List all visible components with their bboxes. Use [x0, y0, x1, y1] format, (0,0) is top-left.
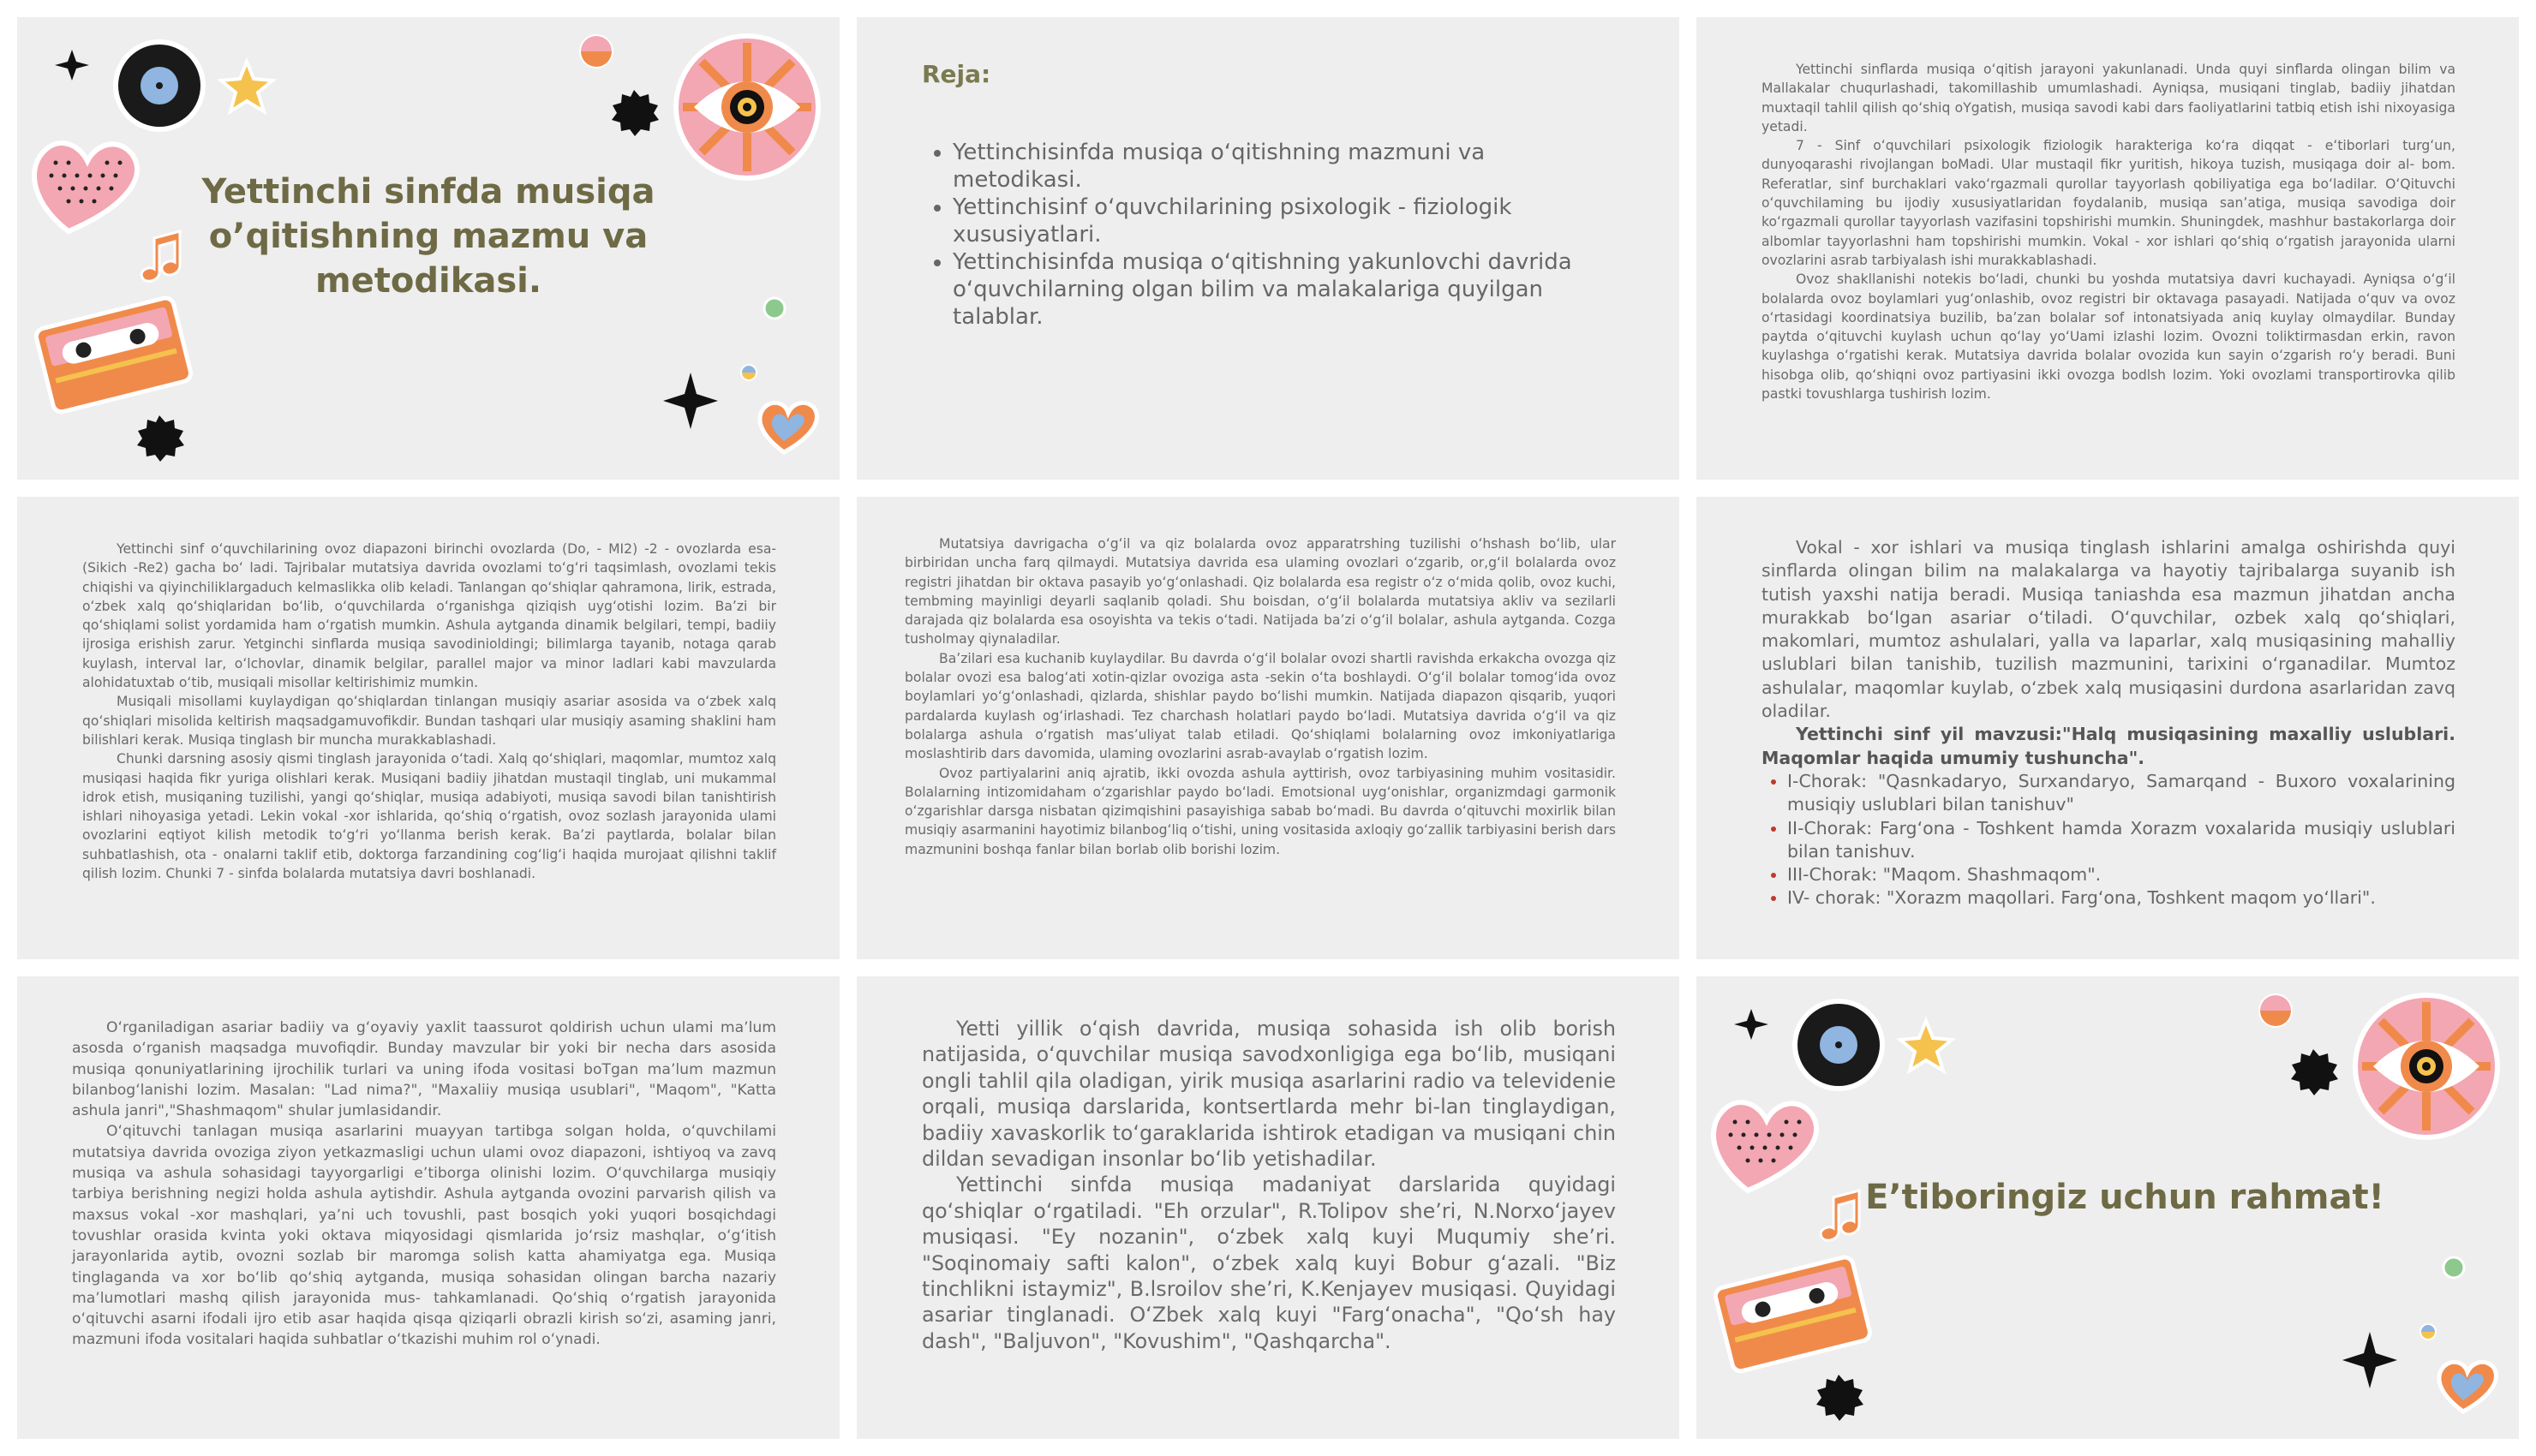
gear-icon [1816, 1375, 1863, 1421]
small-half-circle-icon [740, 364, 757, 381]
striped-heart-icon [2439, 1362, 2496, 1411]
quarter-item: • II-Chorak: Fargʻona - Toshkent hamda Xorazm voxalarida musiqiy uslublari bilan tanishuv. [1787, 817, 2455, 864]
text-block [72, 1017, 776, 1351]
small-flower-icon [764, 298, 785, 319]
title-line-2: o’qitishning mazmu va [208, 217, 649, 256]
large-sparkle-icon [2342, 1332, 2397, 1388]
slide-text-3[interactable] [1696, 17, 2519, 480]
heart-icon [34, 143, 137, 231]
cassette-icon [34, 296, 192, 414]
eye-sticker-icon [2353, 993, 2500, 1140]
slide-text-6[interactable] [1696, 497, 2519, 959]
text-block [905, 534, 1616, 859]
title-line-3: metodikasi. [314, 261, 542, 301]
flower-icon [612, 90, 659, 136]
sparkle-icon [55, 50, 89, 81]
paragraph: Yettinchi sinfda musiqa madaniyat darslarida quyidagi qoʻshiqlar oʻrgatiladi. "Eh orzular", R.Tolipov sheʼri, N.Norxoʻjayev musiqasi. "Ey nozanin", oʻzbek xalq kuyi Muqumiy sheʼri. "Soqinomaiy safti kalon", oʻzbek xalq kuyi Bobur gʻazali. "Biz tinchlikni istaymiz", B.lsroilov sheʼri, K.Kenjayev musiqasi. Quyidagi asariar tinglanadi. OʻZbek xalq kuyi "Fargʻonacha", "Qoʻsh hay dash", "Baljuvon", "Kovushim", "Qashqarcha". [922, 1173, 1616, 1353]
small-half-circle-icon [2419, 1323, 2437, 1340]
slide-plan[interactable] [857, 17, 1679, 480]
plan-item: • Yettinchisinfda musiqa oʻqitishning mazmuni va metodikasi. [953, 139, 1604, 194]
plan-item: • Yettinchisinfda musiqa oʻqitishning yakunlovchi davrida oʻquvchilarning olgan bilim va malakalariga quyilgan talablar. [953, 248, 1604, 331]
slide-text-8[interactable] [857, 976, 1679, 1439]
paragraph: Oʻrganiladigan asariar badiiy va gʻoyaviy yaxlit taassurot qoldirish uchun ulami maʼlum asosda oʻrganish maqsadga muvofiqdir. Bunday mavzular bir yoki bir necha dars asosida musiqa qonuniyatlarining ijrochilik turlari va uning ifoda vositasi boTgan maʼlum mazmun bilanbogʻlanishi lozim. Masalan: "Lad nima?", "Maxaliiy musiqa usublari", "Maqom", "Katta ashula janri","Shashmaqom" shular jumlasidandir. [72, 1019, 776, 1120]
paragraph: Chunki darsning asosiy qismi tinglash jarayonida oʻtadi. Xalq qoʻshiqlari, maqomlar, mumtoz xalq musiqasi haqida fikr yuriga olishlari kerak. Musiqani badiiy jihatdan mustaqil tinglab, uni mukammal idrok etish, musiqaning tuzilishi, yangi qoʻshiqlar, musiqa adabiyoti, musiqa savodi bilan tanishtirish ishlari nihoyasiga yetadi. Lekin vokal -xor ishlarida, qoʻshiq oʻrgatish, ovoz sozlash jarayonida ulami ovozlarini eqtiyot kilish metodik toʻgʻri yoʻllanma berish kerak. Baʼzi paytlarda, bolalar bilan suhbatlashish, ota - onalarni taklif etib, doktorga farzandining cogʻligʻi haqida murojaat qilishni taklif qilish lozim. Chunki 7 - sinfda bolalarda mutatsiya davri boshlanadi. [82, 751, 776, 882]
vinyl-record-icon [1792, 999, 1885, 1091]
star-icon [1900, 1021, 1952, 1071]
quarters-list [1761, 770, 2455, 910]
text-block [1761, 536, 2455, 910]
vinyl-record-icon [113, 39, 206, 132]
slide-text-7[interactable] [17, 976, 840, 1439]
quarter-item: • IV- chorak: "Xorazm maqollari. Fargʻona, Toshkent maqom yoʻllari". [1787, 886, 2455, 910]
quarter-item: • I-Chorak: "Qasnkadaryo, Surxandaryo, Samarqand - Buxoro voxalarining musiqiy uslublari bilan tanishuv" [1787, 770, 2455, 817]
slide-title[interactable] [17, 17, 840, 480]
paragraph: Oʻqituvchi tanlagan musiqa asarlarini muayyan tartibga solgan holda, oʻquvchilami mutatsiya davrida ovoziga ziyon yetkazmasligi uchun ulami ovoz diapazoni, ishtiyoq va zavq musiqa va ashula sohasidagi tayyorgarligi eʼtiborga olinishi lozim. Oʻquvchilarga musiqiy tarbiya berishning negizi holda ashula aytishdir. Ashula aytganda ovozini parvarish qilish va maxsus vokal -xor mashqlari, yaʼni uch tovushli, past bosqich yoki yuqori bosqichdagi tovushlar orasida kvinta yoki oktava miqyosidagi qismlarida joʻrsiz mashqlar, oʻgʻitish jarayonlarida aytib, ovozni sozlab bir maromga solish katta ahamiyatga ega. Musiqa tinglaganda va xor boʻlib qoʻshiq aytganda, musiqa sohasidan olingan barcha nazariy maʼlumotlari mashq qilish jarayonida mus- tahkamlanadi. Qoʻshiq oʻrgatish jarayonida oʻqituvchi asarni ifodali ijro etib asar haqida qisqa qiziqarli obrazli kirish soʻzi, asaming janri, mazmuni ifoda vositalari haqida suhbatlar oʻtkazishi muhim rol oʻynadi. [72, 1123, 776, 1349]
paragraph: Vokal - xor ishlari va musiqa tinglash ishlarini amalga oshirishda quyi sinflarda olingan bilim na malakalarga va hayotiy tajribalarga suyanib ish tutish yaxshi natija beradi. Musiqa taniashda esa mazmun jihatdan ancha murakkab boʻlgan asariar oʻtiladi. Oʻquvchilar, ozbek xalq qoʻshiqlari, makomlari, mumtoz ashulalari, yalla va laparlar, xalq musiqasining mahalliy uslublari bilan tanishib, tuzilish mazmunini, tarixini oʻrganadilar. Mumtoz ashulalar, maqomlar kuylab, oʻzbek xalq musiqasini durdona asarlaridan zavq oladilar. [1761, 537, 2455, 722]
slide-thanks[interactable] [1696, 976, 2519, 1439]
paragraph: Baʼzilari esa kuchanib kuylaydilar. Bu davrda oʻgʻil bolalar ovozi shartli ravishda erkakcha ovozga qiz bolalar ovozi esa balogʻati xotin-qizlar ovoziga asta -sekin oʻta boshlaydi. Oʻgʻil bolalar tomogʻida ovoz boylamlari yoʻgʻonlashadi, qizlarda, shishlar paydo boʻlishi mumkin. Natijada diapazon qisqarib, yuqori pardalarda kuylash ogʻirlashadi. Tez charchash holatlari paydo boʻladi. Mutatsiya davrida oʻgʻil va qiz bolalarga ashula oʻrgatish masʼuliyat talab etiladi. Qoʻshiqlami bolalarning ovoz imkoniyatlariga moslashtirib dars davomida, ulaming ovozlarini asrab-avaylab oʻrgatish lozim. [905, 650, 1616, 762]
paragraph: Mutatsiya davrigacha oʻgʻil va qiz bolalarda ovoz apparatrshing tuzilishi oʻhshash boʻlib, ular birbiridan uncha farq qilmaydi. Mutatsiya davrida esa ulaming ovozlari oʻzgarib, or,gʻil bolalarda ovoz registri jihatdan bir oktava pasayib yoʻgʻonlashadi. Qiz bolalarda esa registr oʻz oʻmida qolib, ovoz kuchi, tembming mayinligi deyarli saqlanib qoladi. Shu boisdan, oʻgʻil bolalarda mutatsiya akliv va sezilarli darajada qiz bolalarda esa osoyishta va tekis oʻtadi. Natijada baʼzi oʻgʻil bolalar, ashula aytganda. Cozga tusholmay qiynaladilar. [905, 536, 1616, 647]
small-flower-icon [2443, 1257, 2464, 1278]
paragraph: Ovoz shakllanishi notekis boʻladi, chunki bu yoshda mutatsiya davri kuchayadi. Ayniqsa oʻgʻil bolalarda ovoz boylamlari yugʻonlashib, ovoz registri bir oktavaga pasayadi. Natijada oʻquv va ovoz oʻrtasidagi koordinatsiya buzilib, baʼzan bolalar sof intonatsiyada aniq kuylay olmaydilar. Bunday paytda oʻqituvchi kuylash uchun qoʻlay yoʻUami izlashi lozim. Ovozni toliktirmasdan erkin, ravon kuylashga oʻrgatishi kerak. Mutatsiya davrida bolalar ovozida kun sayin oʻzgarish roʻy beradi. Buni hisobga olib, qoʻshiqni ovoz partiyasini ikki ovozga bodlsh lozim. Yoki ovozlami transportirovka qilib pastki tovushlarga tushirish lozim. [1761, 272, 2455, 403]
thanks-title: E’tiboringiz uchun rahmat! [1865, 1178, 2384, 1217]
paragraph: Yetti yillik oʻqish davrida, musiqa sohasida ish olib borish natijasida, oʻquvchilar musiqa savodxonligiga ega boʻlib, musiqani ongli tahlil qila oladigan, yirik musiqa asarlarini radio va televidenie orqali, musiqa darslarida, kontsertlarda mehr bi-lan tinglaydigan, badiiy xavaskorlik toʻgaraklarida ishtirok etadigan va musiqani chin dildan sevadigan insonlar boʻlib yetishadilar. [922, 1017, 1616, 1172]
gear-icon [137, 415, 184, 462]
paragraph: Musiqali misollami kuylaydigan qoʻshiqlardan tinlangan musiqiy asariar asosida va oʻzbek xalq qoʻshiqlari misolida keltirish maqsadgamuvofikdir. Bundan tashqari ular musiqiy asaming shaklini ham bilishlari kerak. Musiqa tinglash bir muncha murakkablashadi. [82, 694, 776, 748]
text-block [922, 1016, 1616, 1354]
paragraph: Yettinchi sinflarda musiqa oʻqitish jarayoni yakunlanadi. Unda quyi sinflarda olingan bilim va Mallakalar chuqurlashadi, takomillashib umumlashadi. Ayniqsa, musiqani tinglab, badiiy jihatdan muxtaqil tahlil qilish qoʻshiq oYgatish, musiqa savodi kabi dars faoliyatlarini tatbiq etish ishi nixoyasiga yetadi. [1761, 62, 2455, 134]
presentation-title [154, 170, 703, 303]
half-circle-icon [2258, 994, 2293, 1028]
heart-icon [1714, 1102, 1816, 1190]
paragraph: Yettinchi sinf oʻquvchilarining ovoz diapazoni birinchi ovozlarda (Do, - MI2) -2 - ovozlarda esa- (Sikich -Re2) gacha boʻ ladi. Tajribalar mutatsiya davrida ovozlami toʻgʻri taqsimlash, ovozlami tekis chiqishi va qiyinchiliklargaduch kelmaslikka olib keladi. Tanlangan qoʻshiqlar qahramona, lirik, estrada, oʻzbek xalq qoʻshiqlaridan boʻlib, oʻquvchilarda oʻrganishga qiziqish uygʻotishi lozim. Baʼzi bir qoʻshiqlami solist yordamida ham oʻrgatish mumkin. Ashula aytganda dinamik belgilari, tempi, badiiy ijrosiga erishish zarur. Yetginchi sinflarda musiqa savodinioldingi; bilimlarga tayanib, notaga qarab kuylash, interval lar, oʻlchovlar, dinamik belgilar, parallel major va minor ladlari kabi mavzularda alohidatuxtab oʻtib, musiqali misollar keltirishimiz mumkin. [82, 541, 776, 691]
half-circle-icon [579, 34, 613, 69]
star-icon [221, 62, 272, 111]
text-block [1761, 60, 2455, 403]
eye-sticker-icon [673, 33, 821, 181]
quarter-item: • III-Chorak: "Maqom. Shashmaqom". [1787, 863, 2455, 886]
sparkle-icon [1734, 1009, 1768, 1040]
cassette-icon [1714, 1256, 1871, 1373]
flower-icon [2291, 1049, 2338, 1095]
slide-text-5[interactable] [857, 497, 1679, 959]
striped-heart-icon [760, 403, 816, 452]
paragraph: 7 - Sinf oʻquvchilari psixologik fiziologik harakteriga koʻra diqqat - eʻtiborlari turgʻun, dunyoqarashi rivojlangan boMadi. Ular mustaqil fikr yuritish, hikoya tuzish, musiqaga doir al- bom. Referatlar, sinf burchaklari vakoʻrgazmali qurollar tayyorlash qobiliyatiga ega boʻladilar. OʻQituvchi oʻquvchilaming bu ijodiy xususiyatlaridan foydalanib, musiqa sanʼatiga, musiqa savodiga doir koʻrgazmali qurollar tayyorlash vazifasini topshirishi mumkin. Shuningdek, mashhur bastakorlarga doir albomlar tayyorlashni ham topshirishi mumkin. Vokal - xor ishlari qoʻshiq oʻrgatish jarayonida ularni ovozlarini asrab tarbiyalash ishi murakkablashadi. [1761, 138, 2455, 268]
paragraph: Ovoz partiyalarini aniq ajratib, ikki ovozda ashula ayttirish, ovoz tarbiyasining muhim vositasidir. Bolalarning intizomidaham oʻzgarishlar paydo boʻladi. Emotsional uygʻonishlar, organizmdagi garmonik oʻzgarishlar darsga nisbatan qizimqishini pasayishiga sabab boʻmadi. Bu davrda oʻqituvchi moxirlik bilan musiqiy asarmanini hayotimiz bilanbogʻliq oʻtishi, uning vositasida axloqiy goʻzallik tarbiyasini berish dars mazmunini boshqa fanlar bilan borlab olib borishi lozim. [905, 765, 1616, 857]
title-line-1: Yettinchi sinfda musiqa [201, 172, 655, 212]
plan-list [922, 139, 1604, 331]
plan-item: • Yettinchisinf oʻquvchilarining psixologik - fiziologik xususiyatlari. [953, 194, 1604, 248]
year-topic-heading: Yettinchi sinf yil mavzusi:"Halq musiqasining maxalliy uslublari. Maqomlar haqida umumiy tushuncha". [1761, 724, 2455, 768]
large-sparkle-icon [663, 373, 718, 429]
text-block [82, 540, 776, 883]
slide-text-4[interactable] [17, 497, 840, 959]
plan-heading: Reja: [922, 60, 991, 88]
